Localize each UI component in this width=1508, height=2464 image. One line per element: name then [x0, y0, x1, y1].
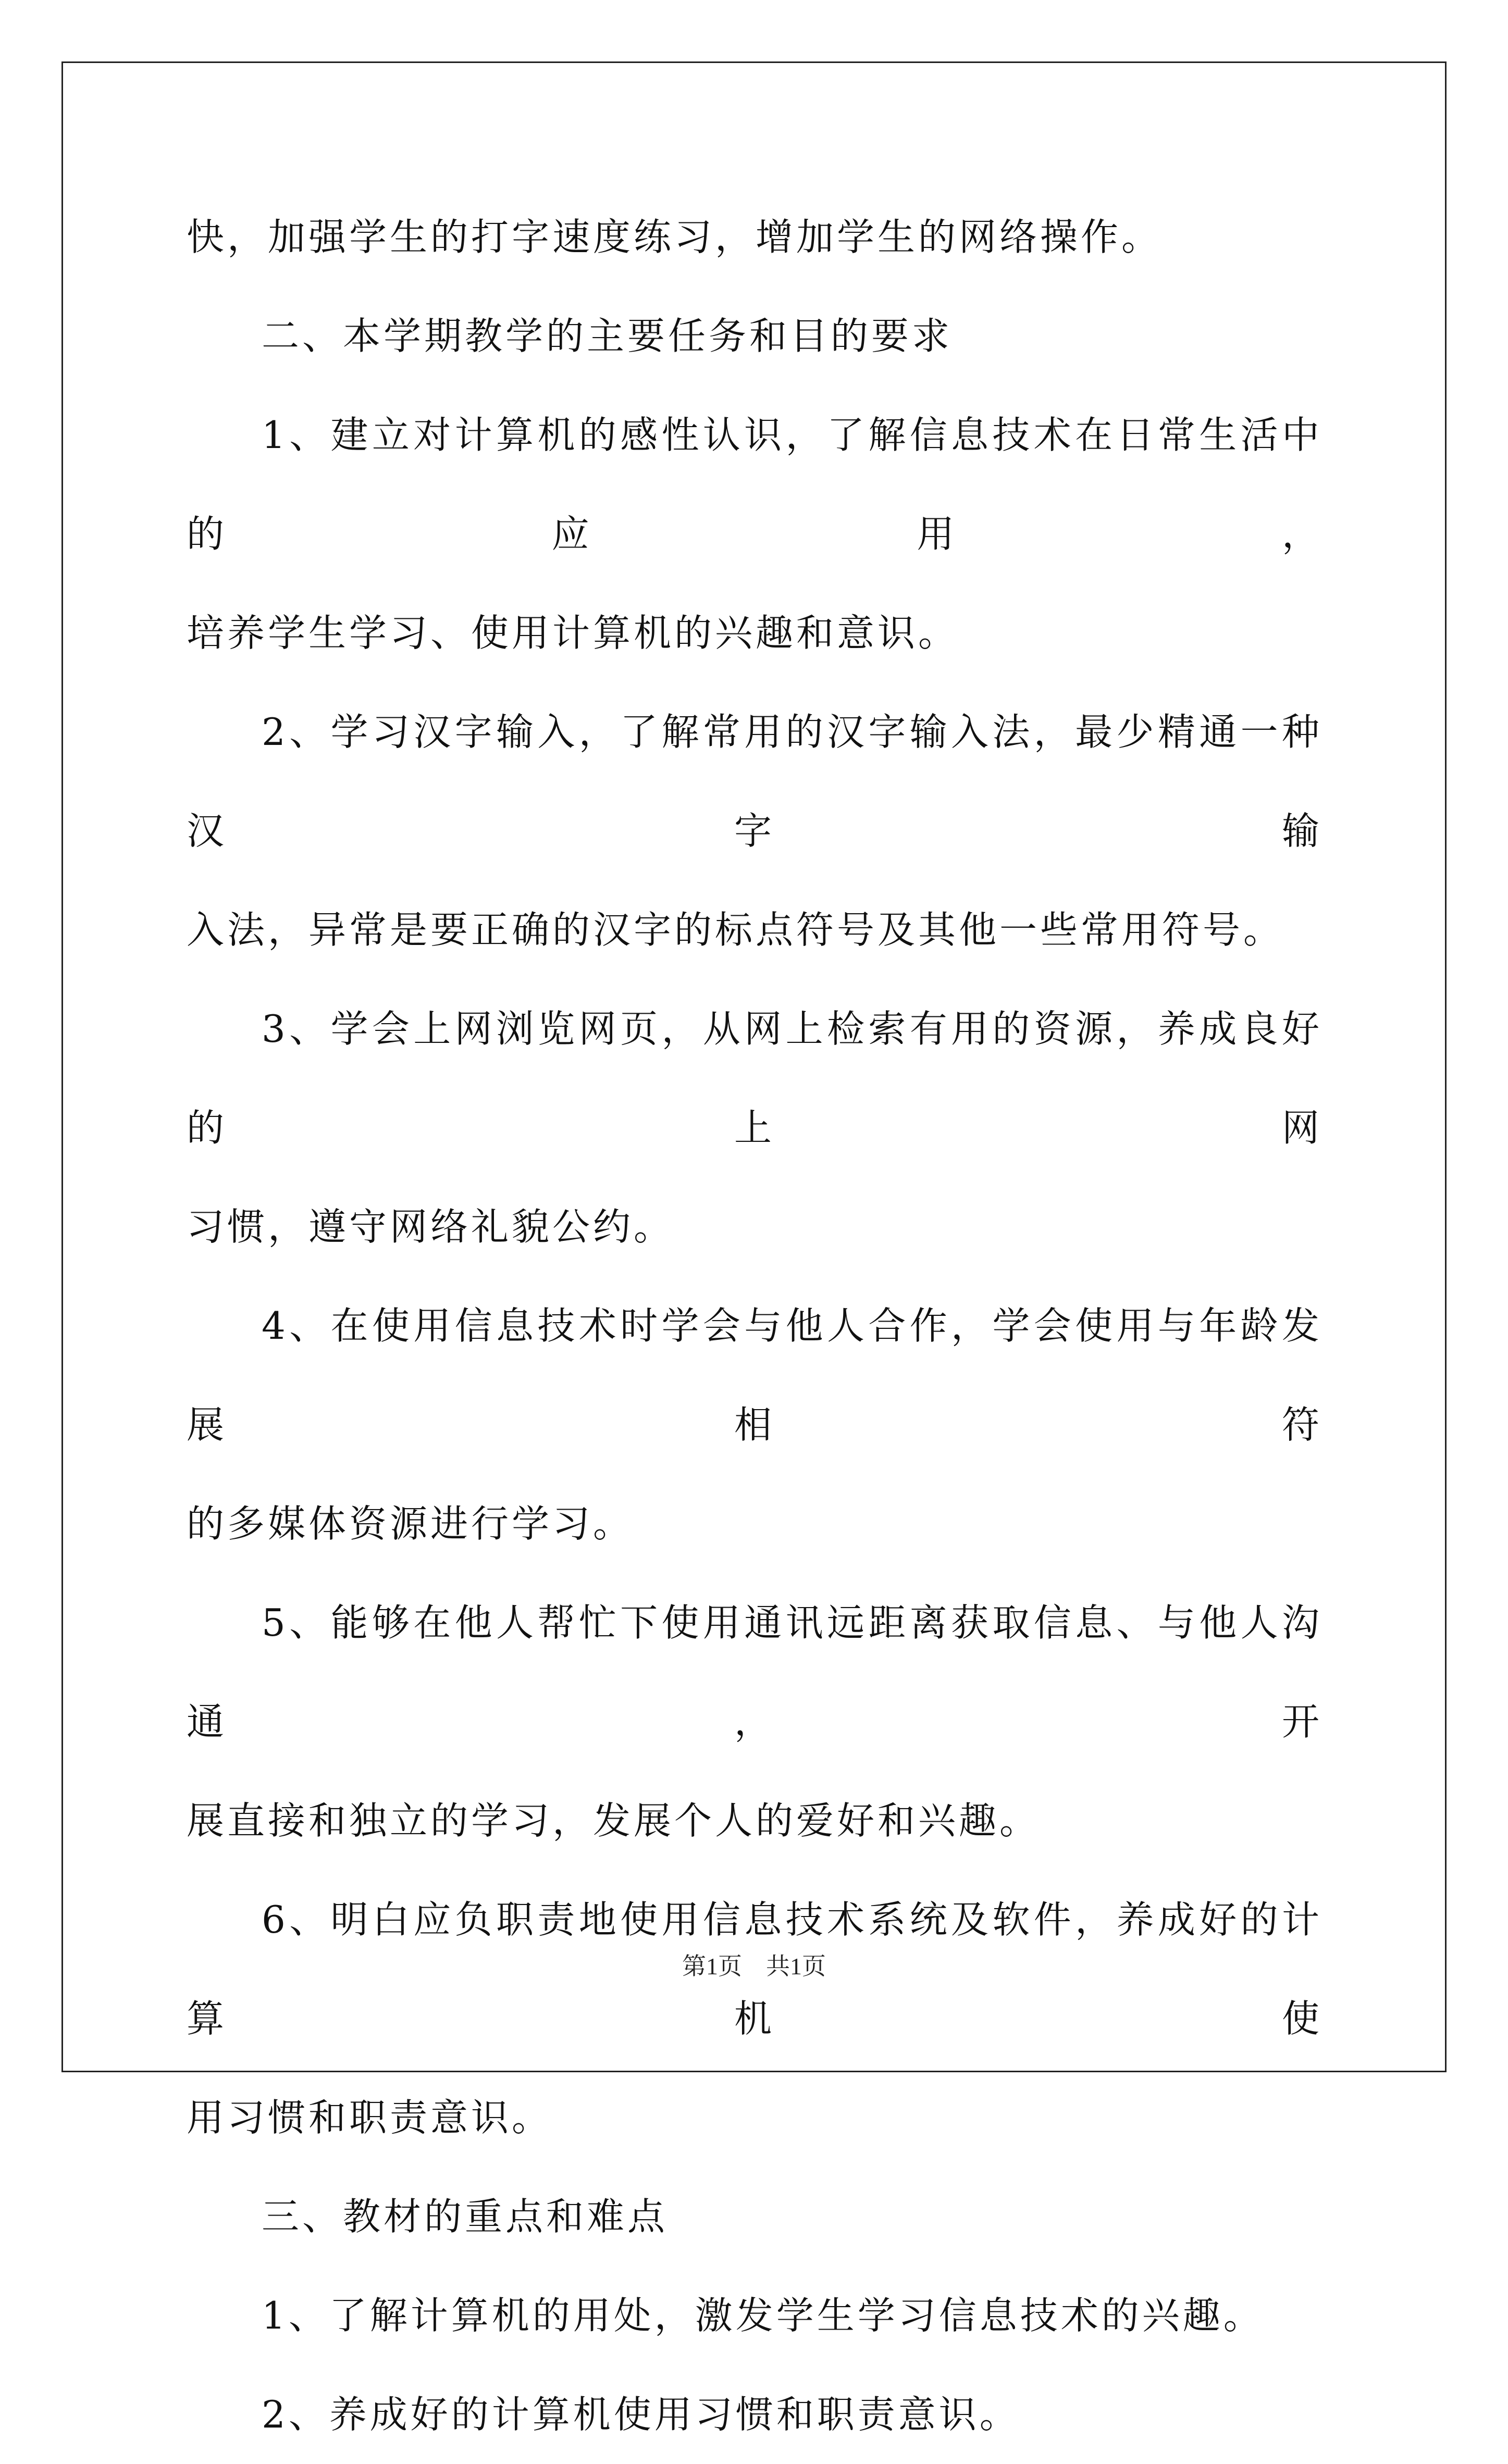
paragraph-line: 展直接和独立的学习，发展个人的爱好和兴趣。	[187, 1799, 1041, 1843]
paragraph-line: 的多媒体资源进行学习。	[187, 1502, 634, 1546]
section-heading: 三、教材的重点和难点	[262, 2195, 669, 2238]
paragraph-line: 入法，异常是要正确的汉字的标点符号及其他一些常用符号。	[187, 908, 1284, 952]
paragraph-line: 习惯，遵守网络礼貌公约。	[187, 1205, 675, 1249]
paragraph-line: 5、能够在他人帮忙下使用通讯远距离获取信息、与他人沟通，开	[187, 1601, 1322, 1744]
paragraph-line: 1、了解计算机的用处，激发学生学习信息技术的兴趣。	[262, 2294, 1264, 2337]
page-footer: 第1页 共1页	[682, 1953, 826, 1980]
paragraph-line: 6、明白应负职责地使用信息技术系统及软件，养成好的计算机使	[187, 1898, 1322, 2040]
paragraph-line: 4、在使用信息技术时学会与他人合作，学会使用与年龄发展相符	[187, 1304, 1322, 1447]
paragraph-line: 用习惯和职责意识。	[187, 2096, 553, 2139]
paragraph-line: 1、建立对计算机的感性认识，了解信息技术在日常生活中的应用，	[187, 413, 1322, 556]
paragraph-line: 培养学生学习、使用计算机的兴趣和意识。	[187, 611, 959, 655]
paragraph-line: 2、学习汉字输入，了解常用的汉字输入法，最少精通一种汉字输	[187, 710, 1322, 853]
paragraph-line: 3、学会上网浏览网页，从网上检索有用的资源，养成良好的上网	[187, 1007, 1322, 1150]
paragraph-line: 快，加强学生的打字速度练习，增加学生的网络操作。	[187, 215, 1163, 259]
document-body	[187, 188, 1322, 2464]
section-heading: 二、本学期教学的主要任务和目的要求	[262, 314, 953, 358]
paragraph-line: 2、养成好的计算机使用习惯和职责意识。	[262, 2393, 1020, 2436]
